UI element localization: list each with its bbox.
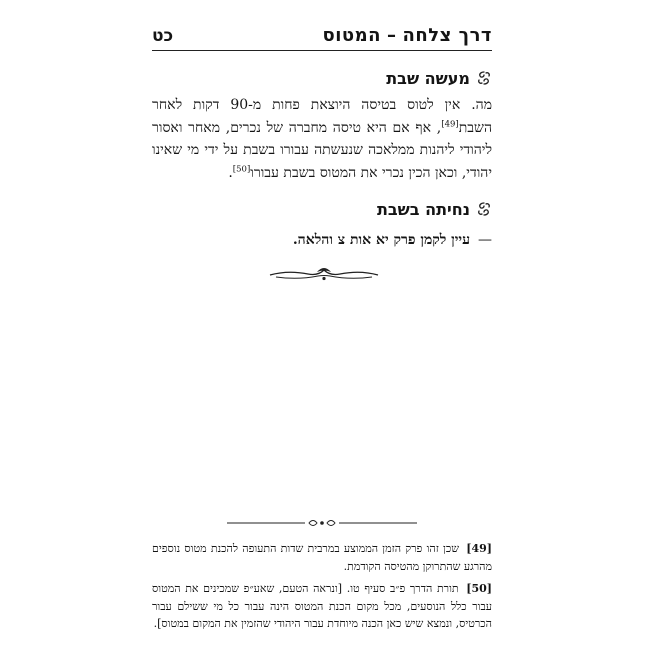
paragraph-text-part-3: . — [228, 164, 233, 181]
running-title-chapter: המטוס — [322, 25, 382, 46]
section-heading-text: נחיתה בשבת — [376, 199, 470, 219]
footnote-ref-50[interactable]: [50] — [232, 163, 251, 174]
page-number: כט — [152, 26, 174, 46]
section-heading-text: מעשה שבת — [386, 68, 470, 88]
paragraph-45 — [152, 94, 492, 184]
footnote-50 — [152, 580, 492, 633]
footnotes — [152, 540, 492, 638]
section-heading-shabbat-work — [386, 66, 492, 90]
running-title — [323, 25, 493, 46]
paragraph-number: מה. — [471, 97, 493, 113]
running-title-separator: – — [387, 25, 397, 46]
footnote-number: [50] — [466, 582, 492, 595]
cross-reference-text: עיין לקמן פרק יא אות צ והלאה. — [292, 232, 470, 248]
footnote-number: [49] — [466, 542, 492, 555]
footnote-separator — [227, 517, 417, 529]
footnote-text: תורת הדרך פ״ב סעיף טו. [ונראה הטעם, שאע״פ שמכינים את המטוס עבור כלל הנוסעים, מכל מקום הכנת המטוס הינה עבור כל מי ששילם עבור הכרטיס, ונמצא שיש כאן הכנה מיוחדת עבור היהודי שהזמין את המקום במטוס]. — [152, 582, 492, 630]
fleuron-icon — [476, 201, 492, 217]
running-header — [152, 20, 492, 46]
cross-reference-line — [158, 230, 492, 250]
section-heading-shabbat-landing — [377, 197, 492, 221]
paragraph-text-part-1: אין לטוס בטיסה היוצאת פחות מ-90 דקות לאחר השבת — [152, 97, 492, 136]
cross-reference-dash: — — [478, 232, 492, 248]
running-title-book: דרך צלחה — [402, 25, 492, 46]
fleuron-icon — [476, 70, 492, 86]
section-divider-ornament — [268, 263, 380, 285]
footnote-49 — [152, 540, 492, 575]
footnote-text: שכן זהו פרק הזמן הממוצע במרבית שדות התעופה להכנת מטוס נוספים מהרגע שהתרוקן מהטיסה הקודמת. — [152, 542, 492, 573]
header-rule — [152, 50, 492, 51]
footnote-ref-49[interactable]: [49] — [441, 118, 459, 129]
paragraph-text-part-2: , אף אם היא טיסה מחברה של נכרים, מאחר ואסור ליהודי ליהנות ממלאכה שנעשתה עבורו בשבת על ידי מי שאינו יהודי, וכאן הכין נכרי את המטוס בשבת עבורו — [152, 119, 492, 181]
